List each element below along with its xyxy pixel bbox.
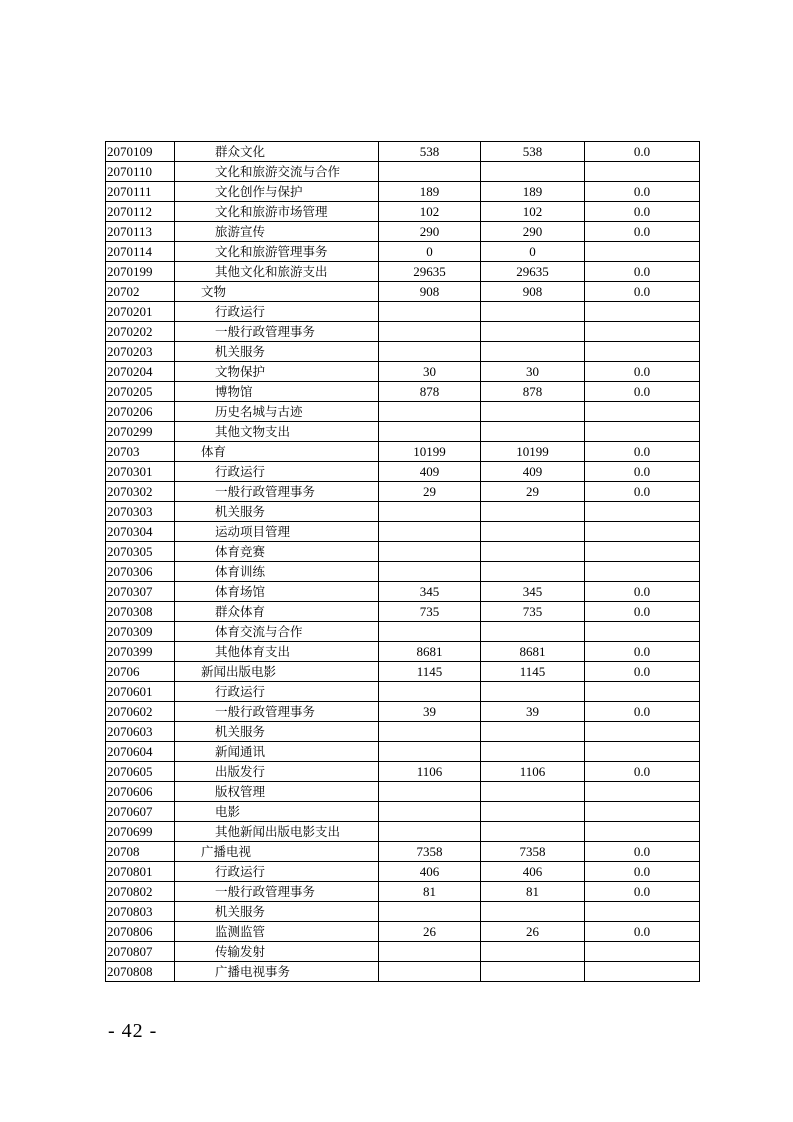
table-row bbox=[106, 142, 700, 162]
table-row bbox=[106, 182, 700, 202]
cell-item-name: 群众文化 bbox=[175, 142, 379, 162]
cell-code: 2070303 bbox=[106, 502, 175, 522]
cell-amount-3 bbox=[585, 742, 700, 762]
cell-item-name: 文化和旅游管理事务 bbox=[175, 242, 379, 262]
cell-code: 2070304 bbox=[106, 522, 175, 542]
cell-amount-1 bbox=[379, 542, 481, 562]
table-row bbox=[106, 322, 700, 342]
cell-amount-1 bbox=[379, 502, 481, 522]
cell-amount-1 bbox=[379, 562, 481, 582]
cell-amount-1 bbox=[379, 162, 481, 182]
cell-amount-2 bbox=[481, 962, 585, 982]
cell-amount-2 bbox=[481, 522, 585, 542]
cell-item-name: 文物 bbox=[175, 282, 379, 302]
cell-amount-3: 0.0 bbox=[585, 282, 700, 302]
cell-item-name: 一般行政管理事务 bbox=[175, 702, 379, 722]
cell-item-name: 机关服务 bbox=[175, 342, 379, 362]
cell-amount-3 bbox=[585, 422, 700, 442]
cell-amount-1 bbox=[379, 682, 481, 702]
cell-amount-3 bbox=[585, 242, 700, 262]
cell-amount-1: 908 bbox=[379, 282, 481, 302]
cell-item-name: 其他新闻出版电影支出 bbox=[175, 822, 379, 842]
cell-code: 2070199 bbox=[106, 262, 175, 282]
table-row bbox=[106, 942, 700, 962]
cell-amount-1: 26 bbox=[379, 922, 481, 942]
cell-amount-3: 0.0 bbox=[585, 762, 700, 782]
table-row bbox=[106, 902, 700, 922]
cell-amount-1: 30 bbox=[379, 362, 481, 382]
cell-amount-3: 0.0 bbox=[585, 382, 700, 402]
cell-code: 2070309 bbox=[106, 622, 175, 642]
cell-amount-3: 0.0 bbox=[585, 702, 700, 722]
cell-amount-2 bbox=[481, 822, 585, 842]
table-row bbox=[106, 202, 700, 222]
table-row bbox=[106, 642, 700, 662]
cell-code: 2070307 bbox=[106, 582, 175, 602]
cell-code: 2070806 bbox=[106, 922, 175, 942]
cell-item-name: 版权管理 bbox=[175, 782, 379, 802]
table-row bbox=[106, 542, 700, 562]
cell-amount-3 bbox=[585, 502, 700, 522]
cell-amount-1 bbox=[379, 962, 481, 982]
cell-amount-2: 0 bbox=[481, 242, 585, 262]
cell-amount-2: 409 bbox=[481, 462, 585, 482]
table-row bbox=[106, 422, 700, 442]
cell-item-name: 一般行政管理事务 bbox=[175, 322, 379, 342]
cell-code: 2070808 bbox=[106, 962, 175, 982]
cell-amount-1: 406 bbox=[379, 862, 481, 882]
cell-amount-3: 0.0 bbox=[585, 142, 700, 162]
cell-code: 2070301 bbox=[106, 462, 175, 482]
cell-item-name: 旅游宣传 bbox=[175, 222, 379, 242]
cell-amount-1: 7358 bbox=[379, 842, 481, 862]
table-row bbox=[106, 262, 700, 282]
cell-amount-2 bbox=[481, 782, 585, 802]
table-row bbox=[106, 742, 700, 762]
cell-amount-2: 406 bbox=[481, 862, 585, 882]
cell-amount-2: 10199 bbox=[481, 442, 585, 462]
cell-item-name: 新闻出版电影 bbox=[175, 662, 379, 682]
cell-item-name: 一般行政管理事务 bbox=[175, 882, 379, 902]
table-row bbox=[106, 882, 700, 902]
cell-amount-2 bbox=[481, 562, 585, 582]
cell-amount-2: 735 bbox=[481, 602, 585, 622]
cell-amount-1: 29635 bbox=[379, 262, 481, 282]
cell-amount-3 bbox=[585, 802, 700, 822]
cell-amount-3: 0.0 bbox=[585, 602, 700, 622]
cell-amount-1: 345 bbox=[379, 582, 481, 602]
cell-item-name: 电影 bbox=[175, 802, 379, 822]
cell-amount-2 bbox=[481, 742, 585, 762]
cell-amount-3 bbox=[585, 302, 700, 322]
table-row bbox=[106, 162, 700, 182]
cell-amount-3 bbox=[585, 562, 700, 582]
cell-amount-2 bbox=[481, 342, 585, 362]
cell-amount-2 bbox=[481, 302, 585, 322]
table-row bbox=[106, 582, 700, 602]
cell-amount-2: 345 bbox=[481, 582, 585, 602]
cell-amount-3 bbox=[585, 962, 700, 982]
cell-code: 20702 bbox=[106, 282, 175, 302]
cell-amount-3 bbox=[585, 622, 700, 642]
cell-amount-3: 0.0 bbox=[585, 482, 700, 502]
cell-code: 2070201 bbox=[106, 302, 175, 322]
cell-amount-1 bbox=[379, 622, 481, 642]
table-row bbox=[106, 482, 700, 502]
cell-amount-3: 0.0 bbox=[585, 662, 700, 682]
cell-amount-1 bbox=[379, 322, 481, 342]
cell-amount-3: 0.0 bbox=[585, 442, 700, 462]
cell-code: 2070114 bbox=[106, 242, 175, 262]
cell-item-name: 行政运行 bbox=[175, 682, 379, 702]
table-row bbox=[106, 282, 700, 302]
table-row bbox=[106, 442, 700, 462]
cell-amount-1 bbox=[379, 722, 481, 742]
cell-amount-3 bbox=[585, 522, 700, 542]
cell-amount-1: 39 bbox=[379, 702, 481, 722]
cell-item-name: 文物保护 bbox=[175, 362, 379, 382]
cell-amount-1 bbox=[379, 742, 481, 762]
cell-item-name: 监测监管 bbox=[175, 922, 379, 942]
table-row bbox=[106, 522, 700, 542]
cell-code: 2070607 bbox=[106, 802, 175, 822]
table-row bbox=[106, 862, 700, 882]
cell-amount-2: 189 bbox=[481, 182, 585, 202]
cell-code: 2070109 bbox=[106, 142, 175, 162]
cell-code: 2070603 bbox=[106, 722, 175, 742]
cell-amount-3 bbox=[585, 162, 700, 182]
cell-item-name: 群众体育 bbox=[175, 602, 379, 622]
cell-item-name: 其他文化和旅游支出 bbox=[175, 262, 379, 282]
cell-amount-3 bbox=[585, 682, 700, 702]
cell-code: 2070202 bbox=[106, 322, 175, 342]
cell-code: 20703 bbox=[106, 442, 175, 462]
cell-item-name: 出版发行 bbox=[175, 762, 379, 782]
cell-item-name: 体育场馆 bbox=[175, 582, 379, 602]
cell-amount-3 bbox=[585, 342, 700, 362]
table-row bbox=[106, 362, 700, 382]
cell-code: 2070305 bbox=[106, 542, 175, 562]
cell-amount-2: 7358 bbox=[481, 842, 585, 862]
cell-amount-1 bbox=[379, 822, 481, 842]
cell-amount-3: 0.0 bbox=[585, 182, 700, 202]
cell-item-name: 广播电视事务 bbox=[175, 962, 379, 982]
cell-amount-2 bbox=[481, 902, 585, 922]
cell-code: 20708 bbox=[106, 842, 175, 862]
table-row bbox=[106, 762, 700, 782]
cell-item-name: 新闻通讯 bbox=[175, 742, 379, 762]
cell-amount-1 bbox=[379, 402, 481, 422]
cell-amount-2 bbox=[481, 502, 585, 522]
cell-amount-2: 29635 bbox=[481, 262, 585, 282]
cell-amount-2 bbox=[481, 802, 585, 822]
cell-item-name: 行政运行 bbox=[175, 462, 379, 482]
table-row bbox=[106, 462, 700, 482]
cell-amount-2: 538 bbox=[481, 142, 585, 162]
cell-amount-3: 0.0 bbox=[585, 842, 700, 862]
cell-amount-1: 189 bbox=[379, 182, 481, 202]
cell-amount-3: 0.0 bbox=[585, 462, 700, 482]
table-row bbox=[106, 842, 700, 862]
table-row bbox=[106, 802, 700, 822]
table-row bbox=[106, 402, 700, 422]
cell-amount-1 bbox=[379, 522, 481, 542]
cell-amount-3: 0.0 bbox=[585, 202, 700, 222]
table-row bbox=[106, 782, 700, 802]
cell-amount-1: 81 bbox=[379, 882, 481, 902]
cell-item-name: 文化和旅游交流与合作 bbox=[175, 162, 379, 182]
cell-amount-2 bbox=[481, 402, 585, 422]
cell-amount-2: 30 bbox=[481, 362, 585, 382]
cell-amount-2: 1145 bbox=[481, 662, 585, 682]
cell-item-name: 机关服务 bbox=[175, 902, 379, 922]
cell-code: 2070807 bbox=[106, 942, 175, 962]
cell-code: 2070204 bbox=[106, 362, 175, 382]
cell-amount-2: 1106 bbox=[481, 762, 585, 782]
cell-amount-2 bbox=[481, 162, 585, 182]
table-row bbox=[106, 822, 700, 842]
cell-code: 2070203 bbox=[106, 342, 175, 362]
cell-amount-2: 8681 bbox=[481, 642, 585, 662]
cell-item-name: 文化创作与保护 bbox=[175, 182, 379, 202]
table-row bbox=[106, 342, 700, 362]
cell-amount-2: 908 bbox=[481, 282, 585, 302]
cell-code: 2070699 bbox=[106, 822, 175, 842]
cell-amount-2: 81 bbox=[481, 882, 585, 902]
cell-amount-1 bbox=[379, 302, 481, 322]
table-row bbox=[106, 702, 700, 722]
table-row bbox=[106, 502, 700, 522]
cell-amount-2 bbox=[481, 942, 585, 962]
cell-amount-1: 735 bbox=[379, 602, 481, 622]
cell-amount-3 bbox=[585, 942, 700, 962]
cell-code: 2070602 bbox=[106, 702, 175, 722]
cell-item-name: 传输发射 bbox=[175, 942, 379, 962]
cell-amount-2: 878 bbox=[481, 382, 585, 402]
cell-amount-1 bbox=[379, 422, 481, 442]
cell-amount-3 bbox=[585, 902, 700, 922]
cell-amount-2 bbox=[481, 542, 585, 562]
cell-code: 2070308 bbox=[106, 602, 175, 622]
table-row bbox=[106, 682, 700, 702]
cell-code: 20706 bbox=[106, 662, 175, 682]
cell-amount-2 bbox=[481, 722, 585, 742]
cell-amount-3: 0.0 bbox=[585, 922, 700, 942]
cell-amount-3 bbox=[585, 782, 700, 802]
cell-item-name: 文化和旅游市场管理 bbox=[175, 202, 379, 222]
cell-amount-2 bbox=[481, 622, 585, 642]
cell-item-name: 行政运行 bbox=[175, 862, 379, 882]
table-row bbox=[106, 302, 700, 322]
cell-amount-1 bbox=[379, 802, 481, 822]
cell-amount-3 bbox=[585, 322, 700, 342]
cell-item-name: 历史名城与古迹 bbox=[175, 402, 379, 422]
cell-code: 2070803 bbox=[106, 902, 175, 922]
cell-code: 2070302 bbox=[106, 482, 175, 502]
cell-amount-3: 0.0 bbox=[585, 362, 700, 382]
cell-amount-1 bbox=[379, 942, 481, 962]
table-body bbox=[106, 142, 700, 982]
table-row bbox=[106, 222, 700, 242]
cell-item-name: 体育训练 bbox=[175, 562, 379, 582]
page-number: - 42 - bbox=[108, 1020, 158, 1042]
cell-code: 2070306 bbox=[106, 562, 175, 582]
cell-amount-3: 0.0 bbox=[585, 222, 700, 242]
cell-code: 2070605 bbox=[106, 762, 175, 782]
cell-code: 2070399 bbox=[106, 642, 175, 662]
cell-code: 2070112 bbox=[106, 202, 175, 222]
cell-item-name: 广播电视 bbox=[175, 842, 379, 862]
cell-amount-2: 102 bbox=[481, 202, 585, 222]
cell-amount-3 bbox=[585, 822, 700, 842]
cell-code: 2070206 bbox=[106, 402, 175, 422]
cell-code: 2070606 bbox=[106, 782, 175, 802]
cell-amount-2 bbox=[481, 422, 585, 442]
cell-code: 2070802 bbox=[106, 882, 175, 902]
table-row bbox=[106, 602, 700, 622]
cell-amount-3: 0.0 bbox=[585, 582, 700, 602]
cell-amount-2 bbox=[481, 682, 585, 702]
cell-code: 2070601 bbox=[106, 682, 175, 702]
cell-item-name: 体育 bbox=[175, 442, 379, 462]
cell-amount-1: 8681 bbox=[379, 642, 481, 662]
cell-code: 2070205 bbox=[106, 382, 175, 402]
table-row bbox=[106, 662, 700, 682]
cell-code: 2070604 bbox=[106, 742, 175, 762]
cell-code: 2070299 bbox=[106, 422, 175, 442]
cell-item-name: 博物馆 bbox=[175, 382, 379, 402]
cell-amount-1: 1106 bbox=[379, 762, 481, 782]
table-row bbox=[106, 722, 700, 742]
cell-amount-3 bbox=[585, 402, 700, 422]
cell-item-name: 体育竞赛 bbox=[175, 542, 379, 562]
cell-amount-1: 1145 bbox=[379, 662, 481, 682]
cell-code: 2070110 bbox=[106, 162, 175, 182]
cell-amount-3: 0.0 bbox=[585, 862, 700, 882]
table-row bbox=[106, 922, 700, 942]
cell-code: 2070111 bbox=[106, 182, 175, 202]
cell-item-name: 行政运行 bbox=[175, 302, 379, 322]
table-row bbox=[106, 242, 700, 262]
cell-code: 2070801 bbox=[106, 862, 175, 882]
cell-amount-1: 102 bbox=[379, 202, 481, 222]
cell-amount-1: 29 bbox=[379, 482, 481, 502]
table-row bbox=[106, 962, 700, 982]
cell-code: 2070113 bbox=[106, 222, 175, 242]
cell-amount-3 bbox=[585, 722, 700, 742]
cell-item-name: 机关服务 bbox=[175, 722, 379, 742]
cell-item-name: 其他体育支出 bbox=[175, 642, 379, 662]
cell-item-name: 机关服务 bbox=[175, 502, 379, 522]
table-row bbox=[106, 382, 700, 402]
table-row bbox=[106, 562, 700, 582]
cell-amount-2 bbox=[481, 322, 585, 342]
cell-amount-1: 878 bbox=[379, 382, 481, 402]
cell-amount-1: 538 bbox=[379, 142, 481, 162]
cell-amount-2: 26 bbox=[481, 922, 585, 942]
cell-amount-2: 29 bbox=[481, 482, 585, 502]
cell-item-name: 其他文物支出 bbox=[175, 422, 379, 442]
cell-amount-3: 0.0 bbox=[585, 642, 700, 662]
table-row bbox=[106, 622, 700, 642]
cell-amount-1: 409 bbox=[379, 462, 481, 482]
cell-amount-1 bbox=[379, 782, 481, 802]
cell-amount-3: 0.0 bbox=[585, 882, 700, 902]
cell-item-name: 一般行政管理事务 bbox=[175, 482, 379, 502]
budget-table bbox=[105, 141, 700, 982]
cell-amount-2: 39 bbox=[481, 702, 585, 722]
cell-amount-1: 0 bbox=[379, 242, 481, 262]
cell-amount-1 bbox=[379, 902, 481, 922]
cell-item-name: 运动项目管理 bbox=[175, 522, 379, 542]
cell-amount-2: 290 bbox=[481, 222, 585, 242]
cell-amount-1: 10199 bbox=[379, 442, 481, 462]
cell-amount-3: 0.0 bbox=[585, 262, 700, 282]
cell-amount-1 bbox=[379, 342, 481, 362]
cell-item-name: 体育交流与合作 bbox=[175, 622, 379, 642]
cell-amount-3 bbox=[585, 542, 700, 562]
cell-amount-1: 290 bbox=[379, 222, 481, 242]
